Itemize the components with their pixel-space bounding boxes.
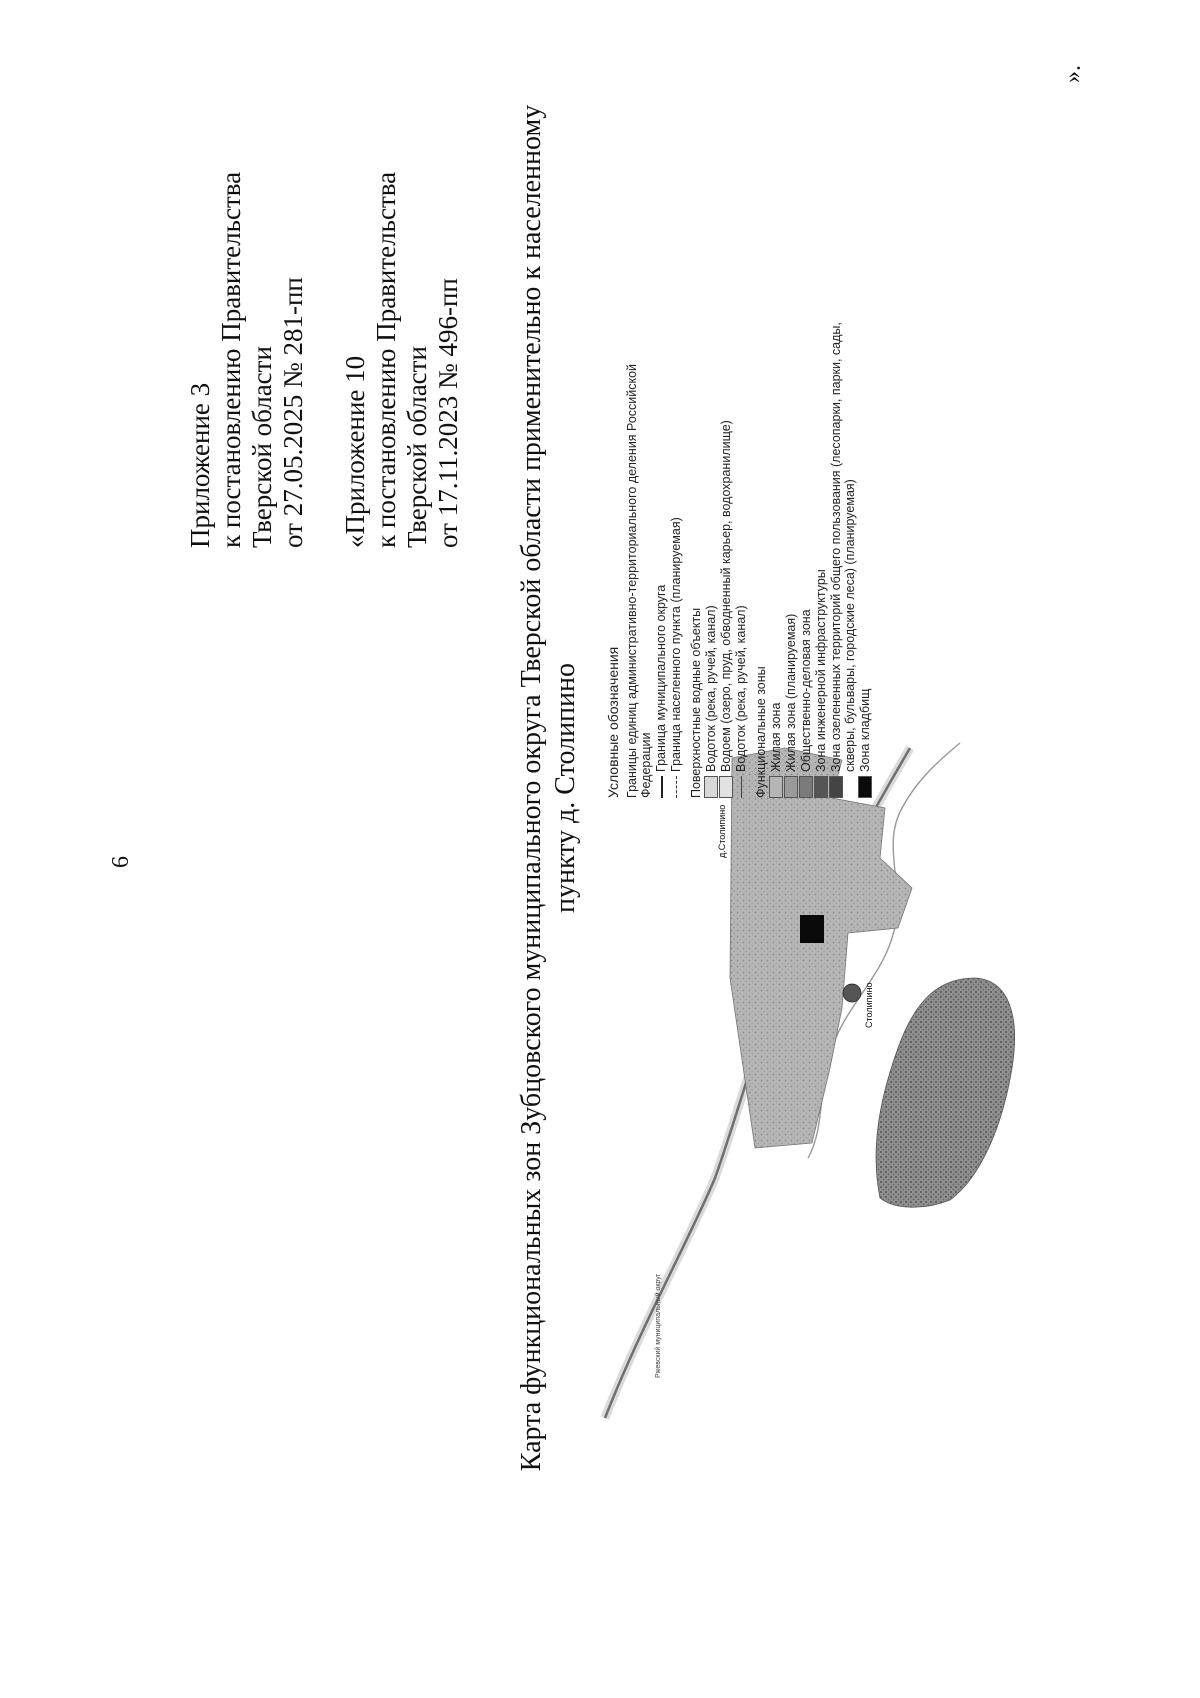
legend-item	[704, 298, 718, 798]
closing-quote: ».	[1060, 65, 1086, 83]
legend-item-label: Общественно-деловая зона	[799, 609, 813, 772]
legend-item	[654, 298, 668, 798]
village-lower-label: Столипино	[864, 982, 874, 1028]
legend-zones-header: Функциональные зоны	[754, 666, 768, 798]
appendix-line: Приложение 3	[185, 382, 215, 548]
legend-swatch	[719, 776, 733, 798]
appendix-line: Тверской области	[247, 346, 277, 548]
legend-title: Условные обозначения	[605, 646, 621, 798]
page-number: 6	[108, 856, 134, 868]
legend-item	[734, 298, 748, 798]
village-upper-label: д.Столипино	[717, 804, 727, 858]
legend-item-label: Жилая зона	[769, 702, 783, 772]
legend-item	[799, 298, 813, 798]
legend-item-label: Водоем (озеро, пруд, обводненный карьер, водохранилище)	[719, 420, 733, 772]
residential-zone-upper	[730, 748, 912, 1148]
prior-appendix-line: от 17.11.2023 № 496-пп	[433, 278, 463, 548]
legend-swatch	[858, 776, 872, 798]
legend-swatch	[769, 776, 783, 798]
legend-item-label: Зона озелененных территорий общего пользования (лесопарки, парки, сады, скверы, бульвары, городские леса) (планируемая)	[829, 322, 857, 772]
legend-swatch	[829, 776, 843, 798]
legend-item-label: Зона кладбищ	[858, 688, 872, 772]
legend-item	[669, 298, 683, 798]
legend-swatch	[814, 776, 828, 798]
legend-swatch	[799, 776, 813, 798]
legend-swatch	[741, 776, 742, 798]
legend-item-label: Граница населенного пункта (планируемая)	[669, 517, 683, 772]
map-legend	[605, 298, 873, 798]
legend-item	[719, 298, 733, 798]
residential-zone-lower	[876, 978, 1015, 1207]
prior-appendix-line: к постановлению Правительства	[371, 171, 401, 548]
map-title: Карта функциональных зон Зубцовского муниципального округа Тверской области применительно к населенному пункту д. Столипино	[516, 104, 581, 1472]
legend-item	[814, 298, 828, 798]
functional-zones-map	[580, 728, 1080, 1448]
legend-item	[769, 298, 783, 798]
legend-item-label: Граница муниципального округа	[654, 584, 668, 772]
legend-item-label: Жилая зона (планируемая)	[784, 613, 798, 772]
legend-water-header: Поверхностные водные объекты	[689, 607, 703, 798]
legend-item	[858, 298, 872, 798]
infrastructure-zone	[843, 984, 861, 1002]
legend-swatch	[661, 776, 663, 798]
legend-item-label: Водоток (река, ручей, канал)	[734, 605, 748, 772]
appendix-line: к постановлению Правительства	[216, 171, 246, 548]
cemetery-zone	[800, 915, 824, 943]
prior-appendix-line: Тверской области	[402, 346, 432, 548]
legend-swatch	[704, 776, 718, 798]
prior-appendix-line: «Приложение 10	[340, 355, 370, 548]
legend-boundaries-header: Границы единиц административно-территориального деления Российской Федерации	[625, 363, 653, 798]
appendix-block	[185, 172, 464, 548]
legend-item	[784, 298, 798, 798]
legend-item-label: Зона инженерной инфраструктуры	[814, 569, 828, 772]
legend-item-label: Водоток (река, ручей, канал)	[704, 605, 718, 772]
legend-swatch	[676, 776, 677, 798]
neighbor-district-label: Ржевский муниципальный округ	[655, 1273, 662, 1378]
legend-swatch	[784, 776, 798, 798]
appendix-line: от 27.05.2025 № 281-пп	[278, 277, 308, 548]
legend-item	[829, 298, 857, 798]
